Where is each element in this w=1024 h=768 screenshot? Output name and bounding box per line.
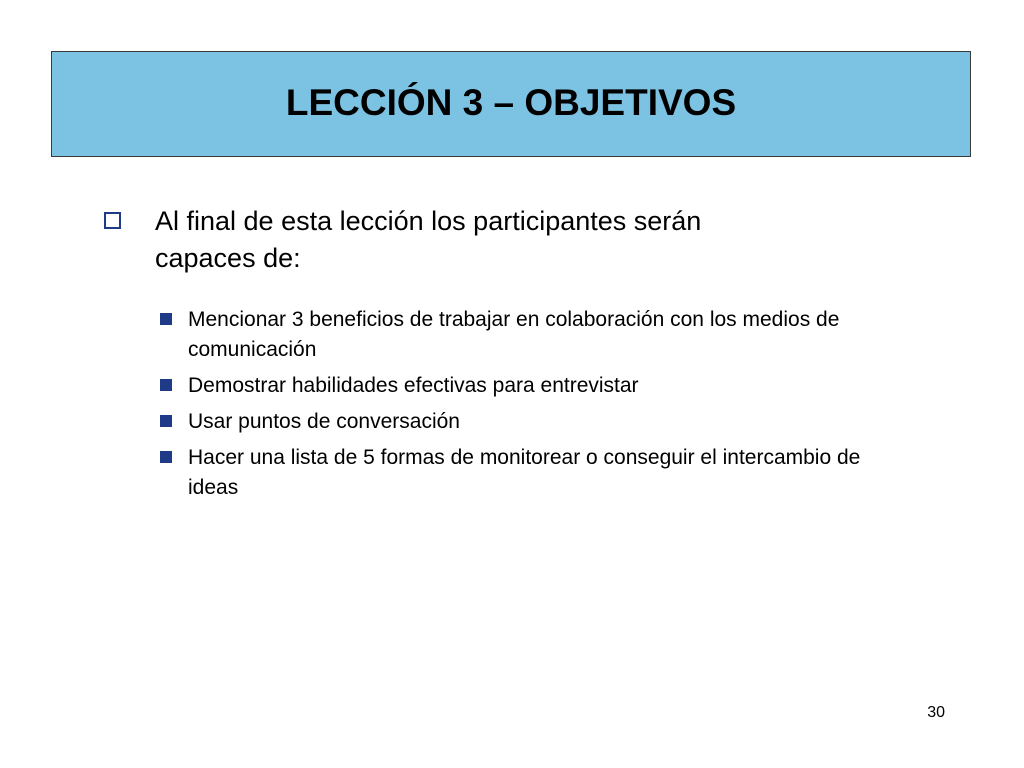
filled-square-icon [160,415,172,427]
sub-bullet-item [160,371,880,401]
slide-title: LECCIÓN 3 – OBJETIVOS [285,82,737,123]
title-bar [51,51,971,157]
sub-bullet-item [160,443,880,503]
main-bullet-text: Al final de esta lección los participantes serán capaces de: [155,206,702,273]
hollow-square-icon [104,212,121,229]
filled-square-icon [160,313,172,325]
sub-bullet-list [160,305,880,509]
page-number: 30 [927,704,945,721]
filled-square-icon [160,451,172,463]
sub-bullet-text: Demostrar habilidades efectivas para entrevistar [188,374,639,397]
sub-bullet-text: Usar puntos de conversación [188,410,460,433]
slide-content [104,203,924,499]
sub-bullet-text: Hacer una lista de 5 formas de monitorear o conseguir el intercambio de ideas [188,446,861,499]
sub-bullet-text: Mencionar 3 beneficios de trabajar en colaboración con los medios de comunicación [188,308,840,361]
filled-square-icon [160,379,172,391]
sub-bullet-item [160,407,880,437]
sub-bullet-item [160,305,880,365]
main-bullet [104,203,924,277]
